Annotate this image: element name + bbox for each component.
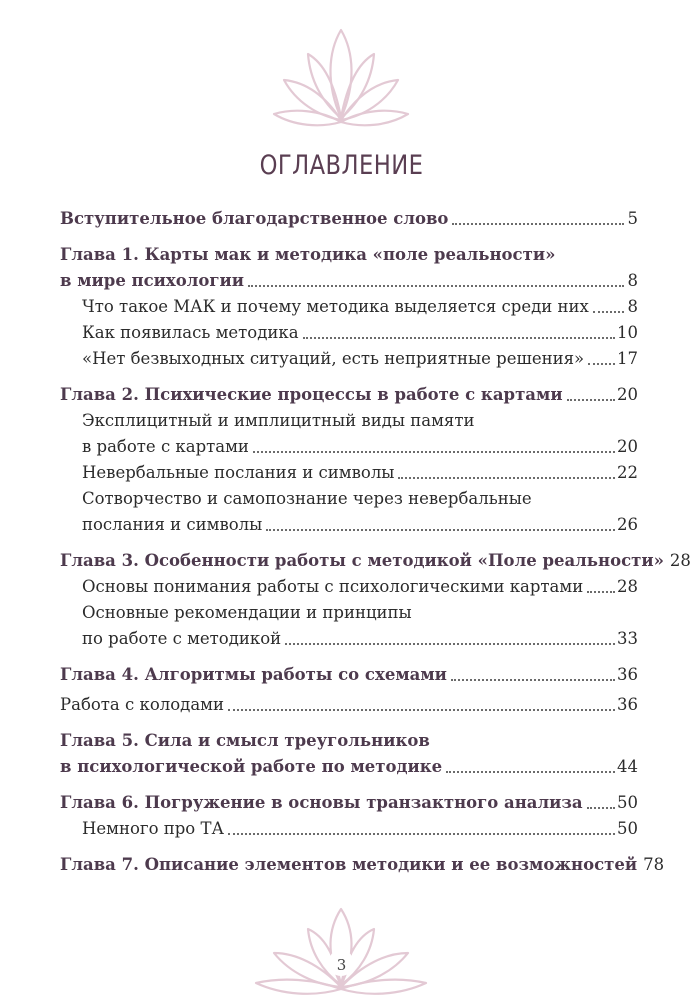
toc-entry-title: Работа с колодами [60,695,224,714]
toc-entry-page: 20 [617,385,638,404]
toc-entry-title-line: Глава 5. Сила и смысл треугольников [60,731,430,750]
toc-entry-page: 78 [643,855,665,874]
toc-entry-title-line: Эксплицитный и имплицитный виды памяти [82,411,475,430]
toc-entry-title: «Нет безвыходных ситуаций, есть неприятные решения» [82,349,585,368]
dot-leader [446,771,615,773]
dot-leader [248,285,624,287]
dot-leader [285,643,615,645]
dot-leader [567,399,615,401]
toc-entry-title: Как появилась методика [82,323,299,342]
dot-leader [452,223,624,225]
toc-entry-page: 50 [617,793,638,812]
toc-entry-title: Глава 4. Алгоритмы работы со схемами [60,665,447,684]
page-number: 3 [336,956,347,974]
dot-leader [266,529,615,531]
toc-entry-title: в мире психологии [60,271,244,290]
toc-entry-page: 5 [627,209,638,228]
toc-entry-title: Основы понимания работы с психологическими картами [82,577,584,596]
toc-entry-page: 28 [669,551,691,570]
toc-entry-title: Невербальные послания и символы [82,463,395,482]
toc-entry-title: Что такое МАК и почему методика выделяется среди них [82,297,589,316]
dot-leader [228,709,615,711]
dot-leader [303,337,615,339]
toc-title: ОГЛАВЛЕНИЕ [259,150,424,181]
toc-entry-title: Глава 2. Психические процессы в работе с картами [60,385,563,404]
toc-entry-page: 10 [617,323,638,342]
toc-entry-page: 26 [617,515,638,534]
toc-entry-page: 17 [617,349,638,368]
toc-entry-page: 20 [617,437,638,456]
toc-entry-page: 22 [617,463,638,482]
toc-entry-page: 28 [617,577,638,596]
toc-entry-page: 33 [617,629,638,648]
toc-entry-title: в психологической работе по методике [60,757,443,776]
lotus-ornament-bottom-icon [250,905,433,1000]
toc-entry-page: 8 [627,271,638,290]
toc-entry-title: Вступительное благодарственное слово [60,209,449,228]
toc-entry-title-line: Сотворчество и самопознание через невербальные [82,489,532,508]
toc-entry-title: в работе с картами [82,437,249,456]
toc-entry-page: 36 [617,665,638,684]
toc-entry-title: Глава 6. Погружение в основы транзактного анализа [60,793,583,812]
toc-entry-title-line: Глава 1. Карты мак и методика «поле реальности» [60,245,556,264]
toc-entry-title: послания и символы [82,515,263,534]
toc-entry-title: по работе с методикой [82,629,282,648]
toc-entry-page: 8 [627,297,638,316]
toc-entry-title: Глава 3. Особенности работы с методикой «Поле реальности» [60,551,664,570]
toc-entry-page: 36 [617,695,638,714]
toc-entry-page: 50 [617,819,638,838]
dot-leader [587,591,615,593]
toc-entry-title: Глава 7. Описание элементов методики и ее возможностей [60,855,638,874]
lotus-ornament-top-icon [270,22,412,142]
dot-leader [451,679,615,681]
dot-leader [398,477,615,479]
dot-leader [253,451,615,453]
dot-leader [587,807,615,809]
dot-leader [588,363,615,365]
toc-entry-page: 44 [617,757,638,776]
dot-leader [228,833,615,835]
toc-entry-title: Немного про ТА [82,819,224,838]
dot-leader [593,311,624,313]
toc-entry-title-line: Основные рекомендации и принципы [82,603,412,622]
